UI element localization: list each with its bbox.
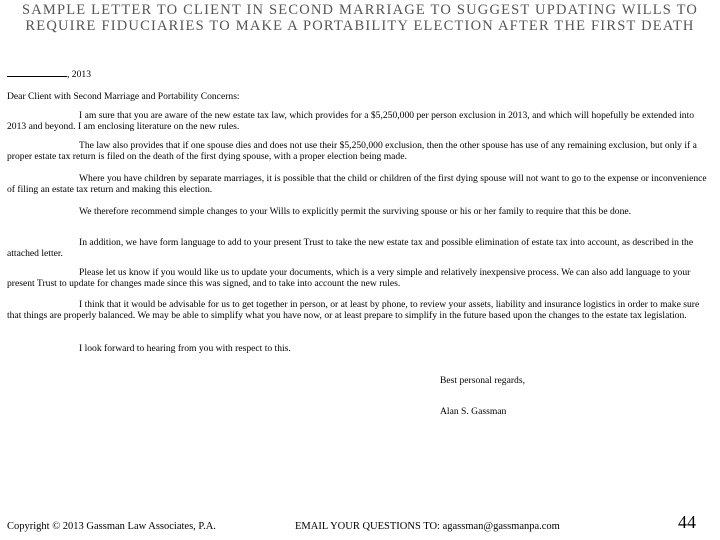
paragraph-6: Please let us know if you would like us to update your documents, which is a very simple and relatively inexpensive process. We can also add language to your present Trust to update for changes made since this was signed, and to take into account the new rules. <box>7 267 691 289</box>
paragraph-2: The law also provides that if one spouse dies and does not use their $5,250,000 exclusion, then the other spouse has use of any remaining exclusion, but only if a proper estate tax return is filed on the death of the first dying spouse, with a proper election being made. <box>7 140 697 162</box>
closing: Best personal regards, <box>440 375 525 386</box>
date-year: , 2013 <box>67 69 91 80</box>
date-line <box>7 68 91 80</box>
page-number: 44 <box>678 512 696 532</box>
paragraph-5: In addition, we have form language to add to your present Trust to take the new estate tax and possible elimination of estate tax into account, as described in the attached letter. <box>7 237 694 259</box>
paragraph-8: I look forward to hearing from you with respect to this. <box>79 343 291 354</box>
salutation: Dear Client with Second Marriage and Portability Concerns: <box>7 91 240 102</box>
date-blank <box>7 68 67 77</box>
paragraph-3: Where you have children by separate marriages, it is possible that the child or children of the first dying spouse will not want to go to the expense or inconvenience of filing an estate tax return and making this election. <box>7 173 707 195</box>
paragraph-4: We therefore recommend simple changes to your Wills to explicitly permit the surviving spouse or his or her family to require that this be done. <box>79 206 632 217</box>
footer-email: EMAIL YOUR QUESTIONS TO: agassman@gassmanpa.com <box>295 521 560 532</box>
document-title: SAMPLE LETTER TO CLIENT IN SECOND MARRIAGE TO SUGGEST UPDATING WILLS TO REQUIRE FIDUCIARIES TO MAKE A PORTABILITY ELECTION AFTER THE FIRST DEATH <box>21 2 699 34</box>
footer-copyright: Copyright © 2013 Gassman Law Associates, P.A. <box>7 521 216 532</box>
signature: Alan S. Gassman <box>440 406 507 417</box>
paragraph-1: I am sure that you are aware of the new estate tax law, which provides for a $5,250,000 per person exclusion in 2013, and which will hopefully be extended into 2013 and beyond. I am enclosing literature on the new rules. <box>7 110 695 132</box>
paragraph-7: I think that it would be advisable for us to get together in person, or at least by phone, to review your assets, liability and insurance logistics in order to make sure that things are properly balanced. We may be able to simplify what you have now, or at least prepare to simplify in the future based upon the changes to the estate tax legislation. <box>7 299 700 321</box>
